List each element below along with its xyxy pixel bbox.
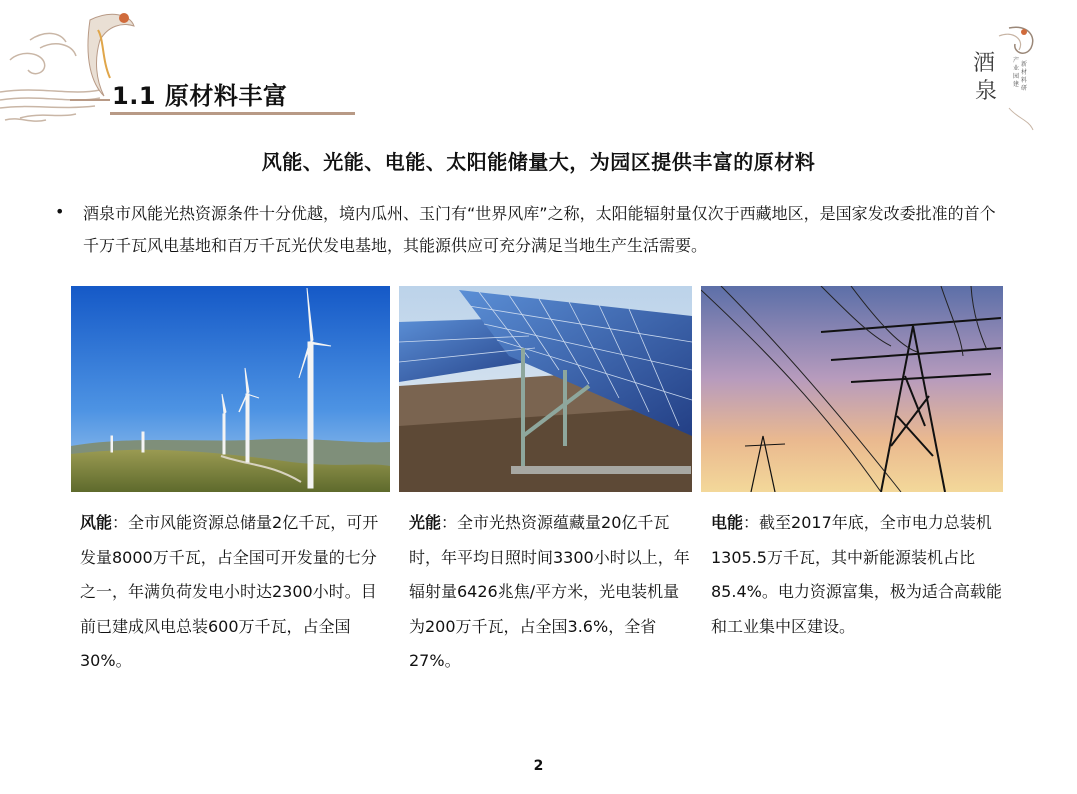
svg-text:园: 园	[1013, 73, 1020, 80]
svg-text:材: 材	[1021, 69, 1028, 76]
card-text: 截至2017年底，全市电力总装机1305.5万千瓦，其中新能源装机占比85.4%。电力资源富集，极为适合高载能和工业集中区建设。	[711, 513, 1002, 636]
card-separator: ：	[112, 513, 129, 532]
svg-text:料: 料	[1021, 77, 1028, 84]
wind-energy-card	[80, 506, 392, 679]
svg-text:酒: 酒	[973, 51, 996, 76]
svg-text:研: 研	[1021, 85, 1028, 92]
svg-text:建: 建	[1013, 81, 1020, 88]
svg-text:业: 业	[1013, 65, 1020, 72]
card-label: 光能	[409, 513, 442, 532]
wind-turbine-photo	[71, 286, 390, 492]
power-pylon-photo	[701, 286, 1003, 492]
card-text: 全市风能资源总储量2亿千瓦，可开发量8000万千瓦，占全国可开发量的七分之一，年满负荷发电小时达2300小时。目前已建成风电总装600万千瓦，占全国30%。	[80, 513, 379, 670]
card-separator: ：	[441, 513, 458, 532]
card-text: 全市光热资源蕴藏量20亿千瓦时，年平均日照时间3300小时以上，年辐射量6426兆焦/平方米，光电装机量为200万千瓦，占全国3.6%，全省27%。	[409, 513, 690, 670]
card-label: 风能	[80, 513, 113, 532]
jiuquan-logo	[969, 22, 1039, 134]
card-separator: ：	[743, 513, 760, 532]
section-title: 1.1 原材料丰富	[112, 82, 288, 110]
intro-text: 酒泉市风能光热资源条件十分优越，境内瓜州、玉门有“世界风库”之称，太阳能辐射量仅次于西藏地区，是国家发改委批准的首个千万千瓦风电基地和百万千瓦光伏发电基地，其能源供应可充分满足当地生产生活需要。	[83, 204, 996, 255]
title-underline	[110, 112, 355, 115]
solar-panel-photo	[399, 286, 692, 492]
electric-power-card	[711, 506, 1011, 644]
bullet-dot: •	[55, 202, 65, 221]
svg-text:泉: 泉	[975, 79, 998, 104]
svg-text:新: 新	[1021, 61, 1028, 68]
page-number: 2	[533, 758, 544, 774]
svg-text:产: 产	[1013, 57, 1020, 64]
headline: 风能、光能、电能、太阳能储量大，为园区提供丰富的原材料	[261, 150, 816, 174]
solar-energy-card	[409, 506, 691, 679]
card-label: 电能	[711, 513, 744, 532]
